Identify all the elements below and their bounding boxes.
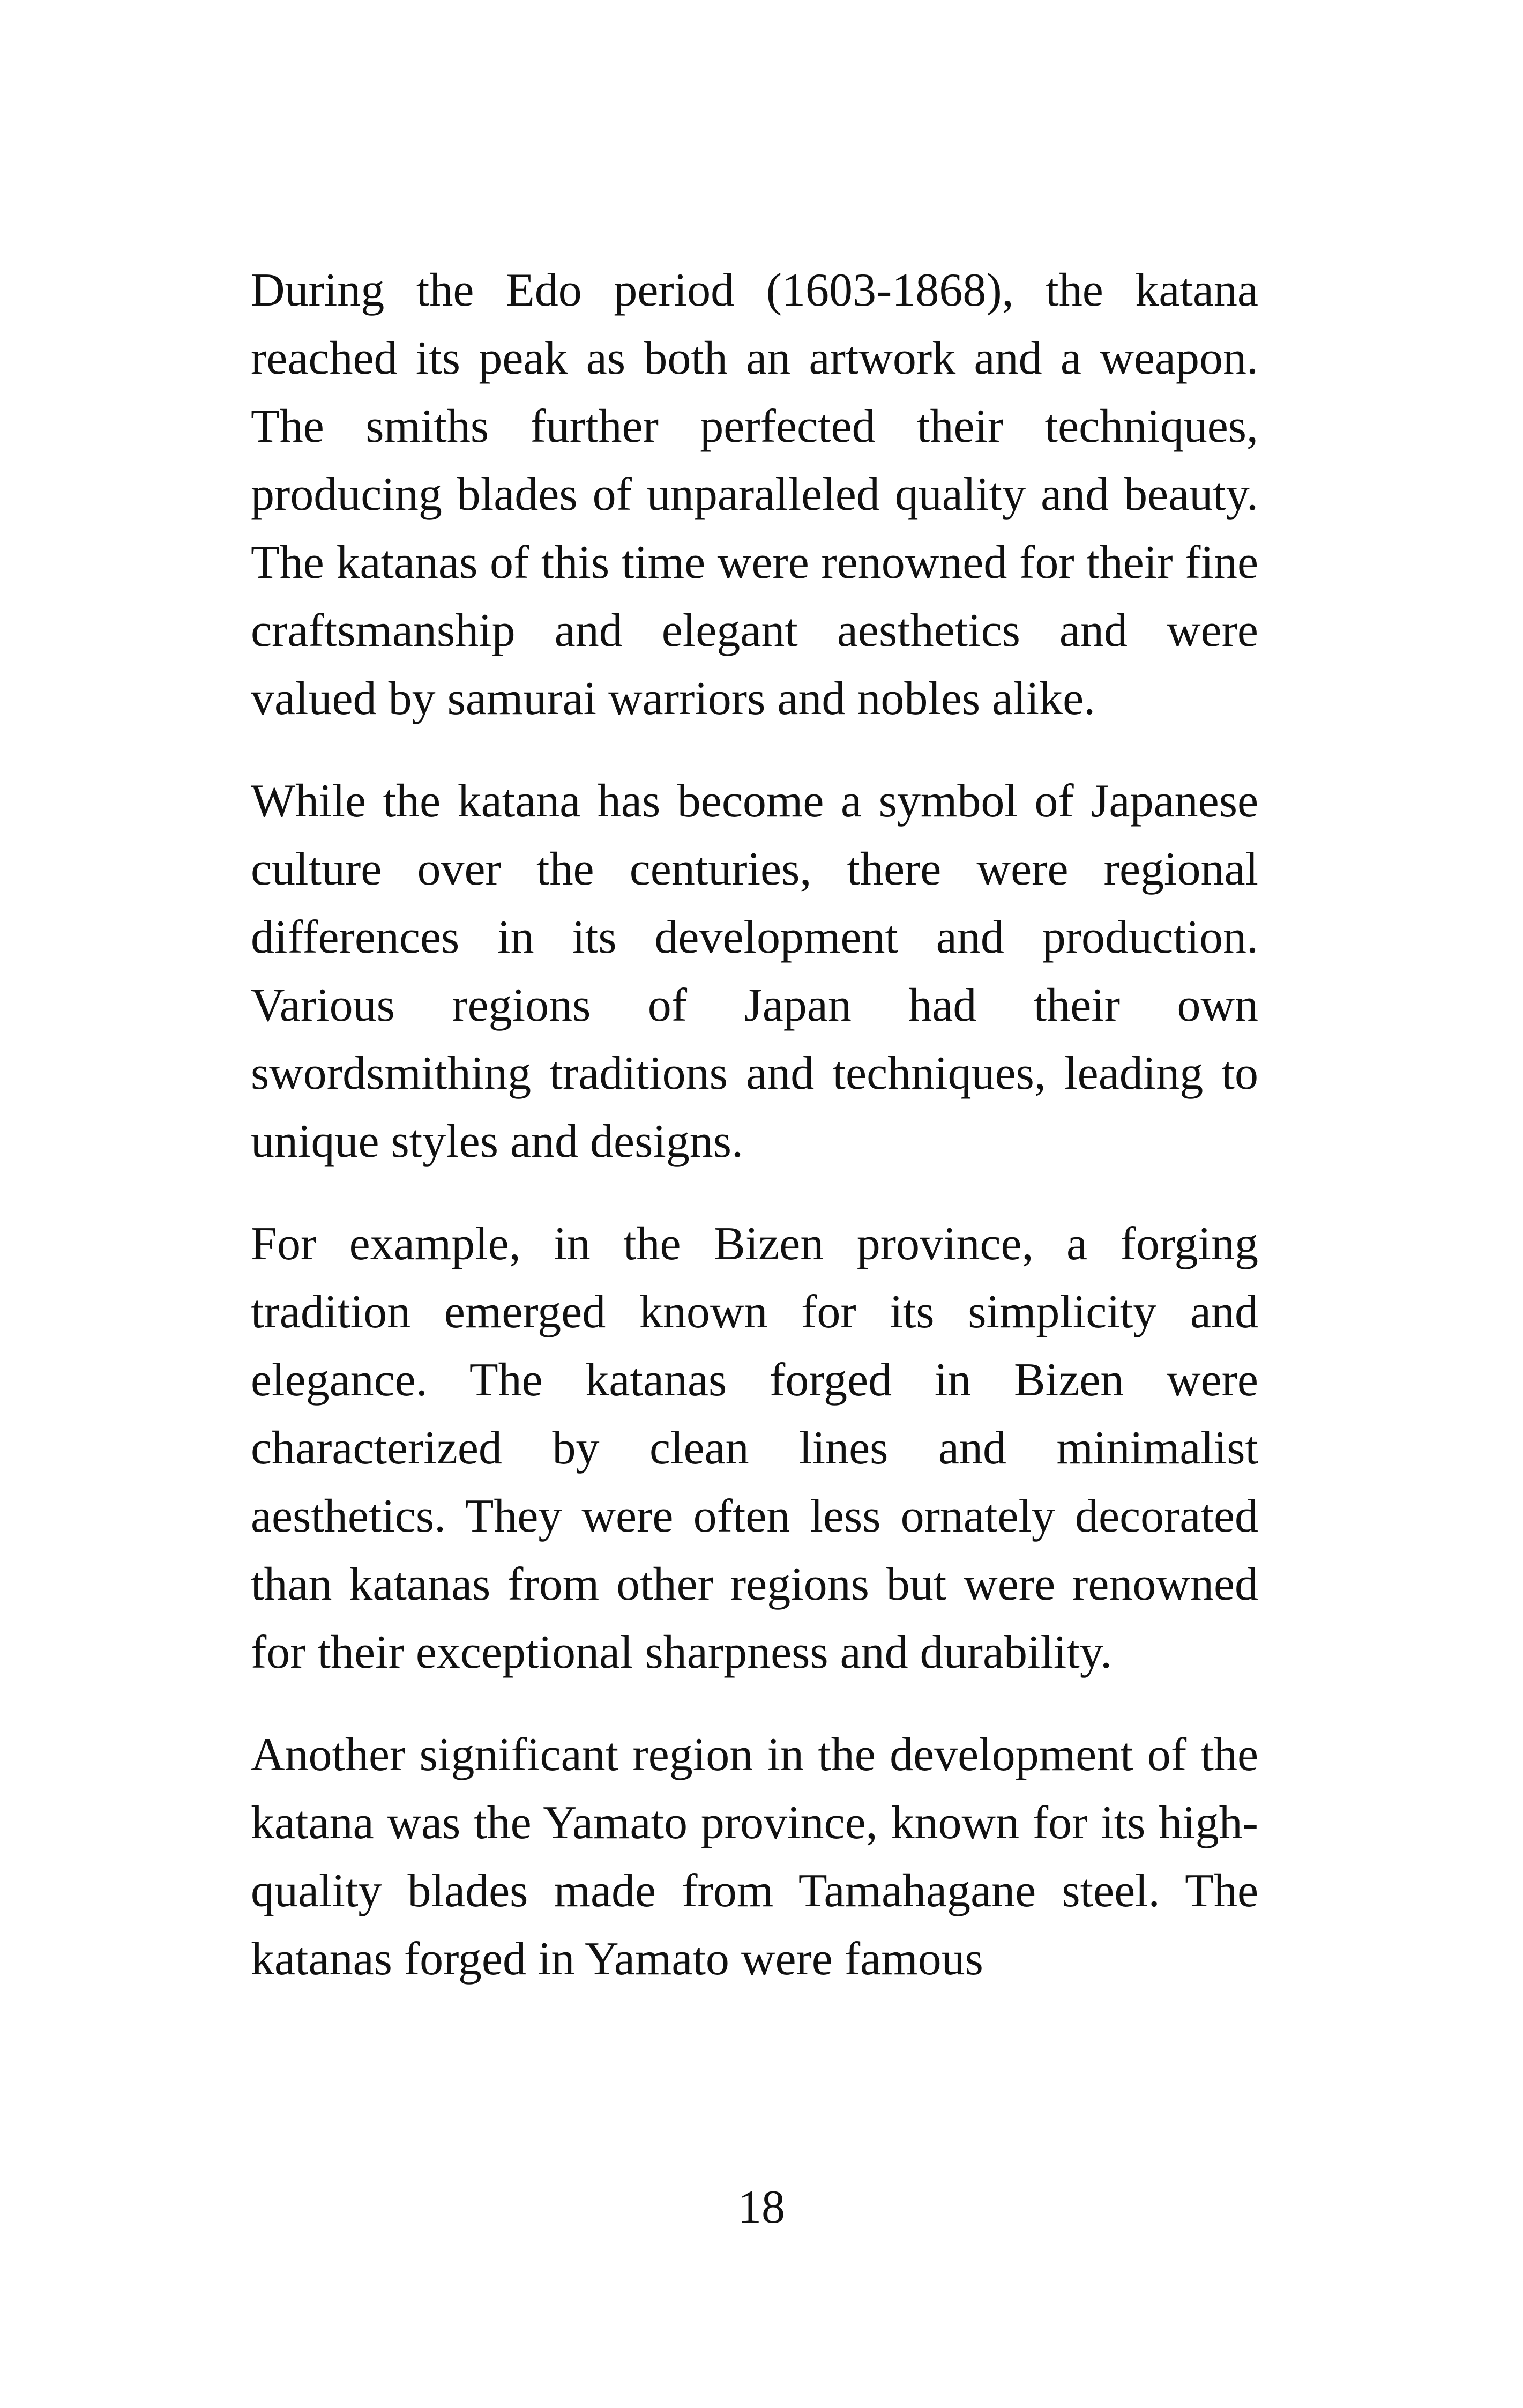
paragraph-bizen-province: For example, in the Bizen province, a forging tradition emerged known for its simplicity and elegance. The katanas forged in Bizen were characterized by clean lines and minimalist aesthetics. They were often less ornately decorated than katanas from other regions but were renowned for their exceptional sharpness and durability. — [251, 1218, 1258, 1678]
paragraph-edo-period: During the Edo period (1603-1868), the katana reached its peak as both an artwork and a weapon. The smiths further perfected their techniques, producing blades of unparalleled quality and beauty. The katanas of this time were renowned for their fine craftsmanship and elegant aesthetics and were valued by samurai warriors and nobles alike. — [251, 264, 1258, 725]
paragraph-regional-differences: While the katana has become a symbol of Japanese culture over the centuries, there were regional differences in its development and production. Various regions of Japan had their own swordsmithing traditions and techniques, leading to unique styles and designs. — [251, 775, 1258, 1168]
page-body — [251, 256, 1258, 2027]
paragraph-yamato-province: Another significant region in the development of the katana was the Yamato province, known for its high-quality blades made from Tamahagane steel. The katanas forged in Yamato were famous — [251, 1729, 1258, 1985]
page-number: 18 — [738, 2181, 785, 2233]
